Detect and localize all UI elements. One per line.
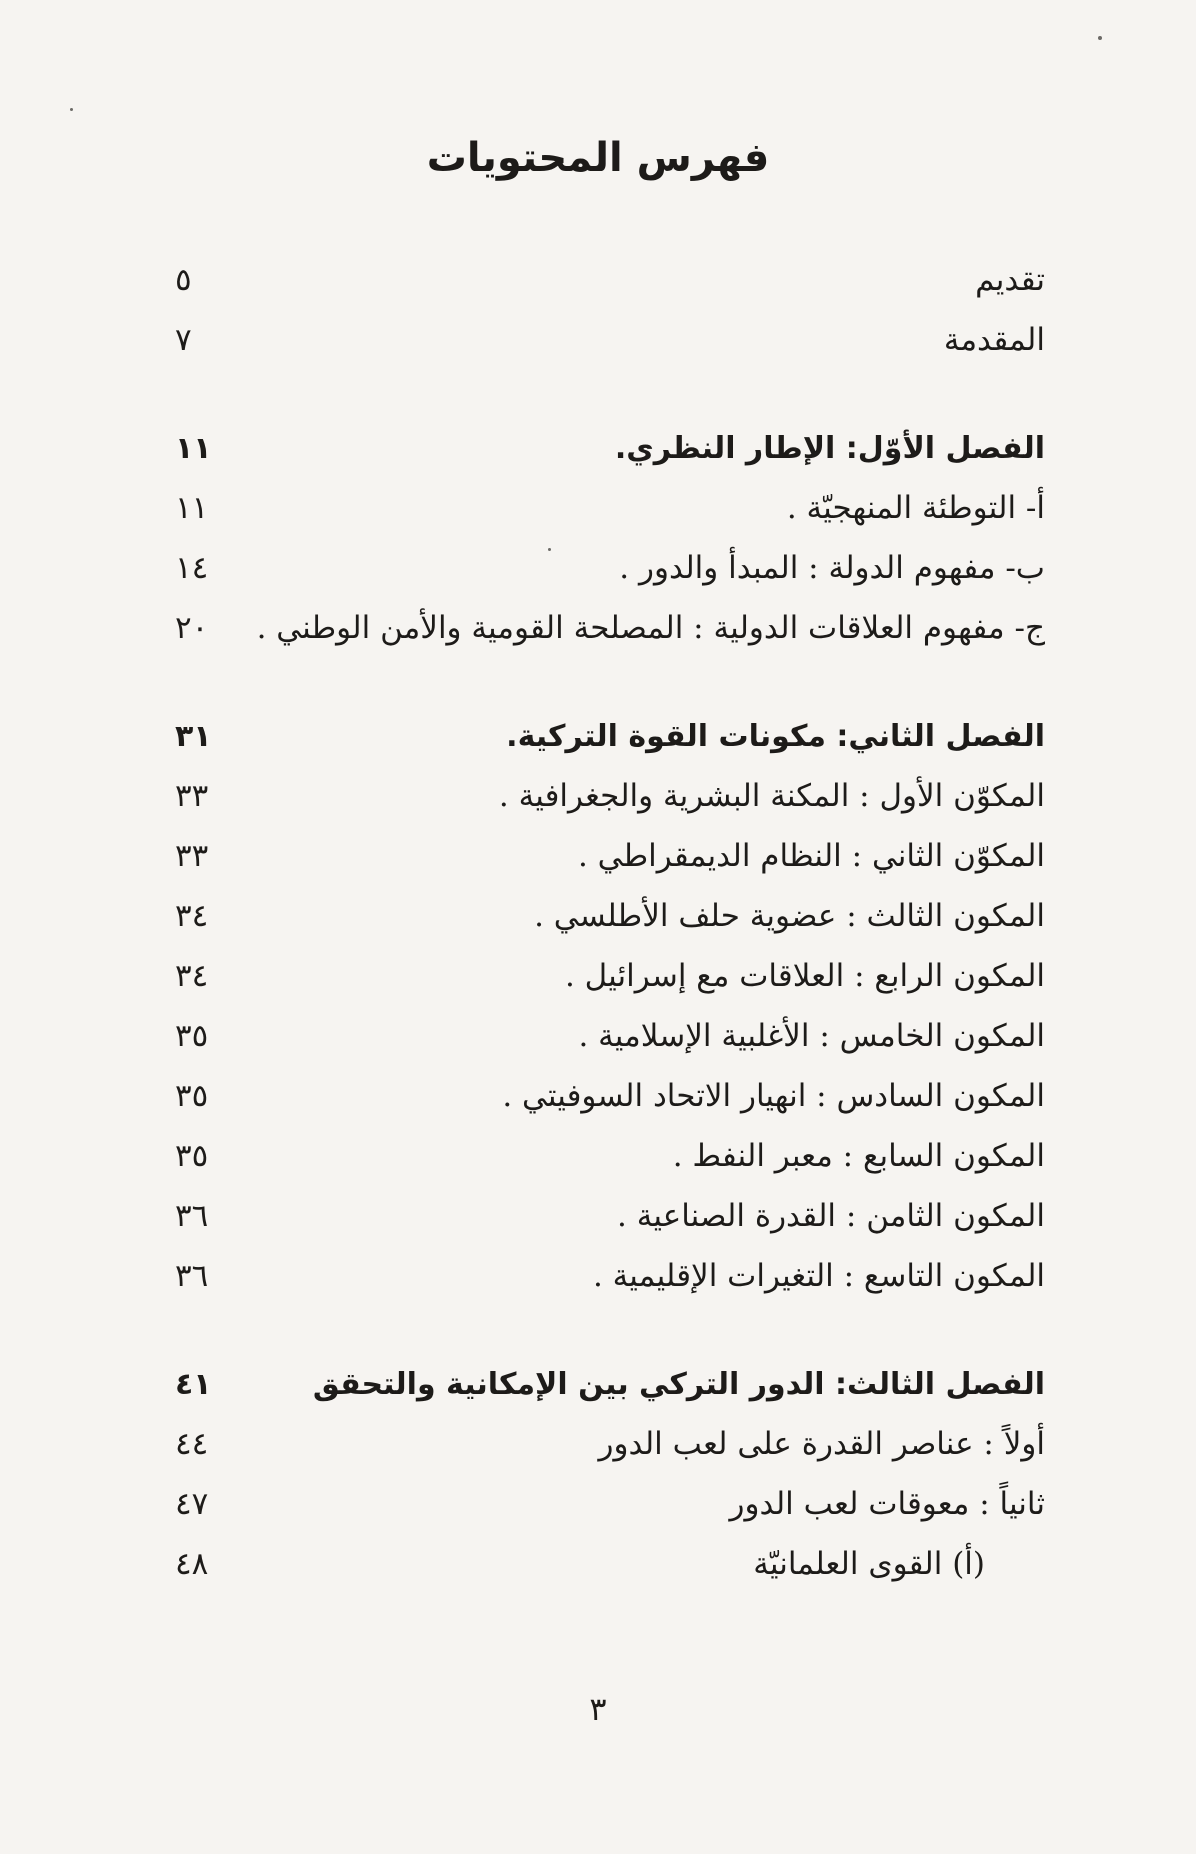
- scan-speck: [70, 108, 73, 111]
- entry-page-number: ١٤: [175, 550, 209, 586]
- chapter-title: الفصل الأوّل: الإطار النظري.: [614, 430, 1045, 466]
- toc-entry: [175, 538, 1045, 598]
- chapter-page-number: ١١: [175, 430, 212, 466]
- entry-title: المكون الخامس : الأغلبية الإسلامية .: [578, 1018, 1045, 1054]
- toc-entry: [175, 250, 1045, 310]
- toc-entry: [175, 1126, 1045, 1186]
- toc-entry: [175, 1414, 1045, 1474]
- toc-entry: [175, 1534, 1045, 1594]
- entry-page-number: ٣٥: [175, 1078, 209, 1114]
- toc-entry: [175, 478, 1045, 538]
- entry-title: ثانياً : معوقات لعب الدور: [729, 1486, 1045, 1522]
- toc-entry: [175, 1246, 1045, 1306]
- toc-entry: [175, 826, 1045, 886]
- entry-title: المكوّن الأول : المكنة البشرية والجغرافية .: [498, 778, 1045, 814]
- toc-chapter-heading: [175, 1354, 1045, 1414]
- entry-title: المكوّن الثاني : النظام الديمقراطي .: [577, 838, 1045, 874]
- section-gap: [175, 658, 1045, 706]
- toc-chapter-heading: [175, 418, 1045, 478]
- section-gap: [175, 1306, 1045, 1354]
- entry-page-number: ٤٤: [175, 1426, 209, 1462]
- toc-chapter-heading: [175, 706, 1045, 766]
- entry-page-number: ٣٥: [175, 1138, 209, 1174]
- toc-entry: [175, 1186, 1045, 1246]
- entry-page-number: ٤٧: [175, 1486, 209, 1522]
- scan-speck: [1098, 36, 1102, 40]
- entry-page-number: ٣٣: [175, 778, 209, 814]
- entry-title: المقدمة: [943, 322, 1045, 358]
- section-gap: [175, 370, 1045, 418]
- entry-page-number: ٣٣: [175, 838, 209, 874]
- entry-title: أولاً : عناصر القدرة على لعب الدور: [598, 1426, 1045, 1462]
- entry-title: (أ) القوى العلمانيّة: [753, 1546, 985, 1582]
- toc-entry: [175, 598, 1045, 658]
- entry-title: ب- مفهوم الدولة : المبدأ والدور .: [619, 550, 1045, 586]
- entry-title: المكون السابع : معبر النفط .: [672, 1138, 1045, 1174]
- chapter-title: الفصل الثاني: مكونات القوة التركية.: [506, 718, 1045, 754]
- entry-title: أ- التوطئة المنهجيّة .: [786, 490, 1045, 526]
- entry-page-number: ٣٤: [175, 898, 209, 934]
- entry-page-number: ٣٦: [175, 1198, 209, 1234]
- entry-page-number: ٣٦: [175, 1258, 209, 1294]
- toc-entry: [175, 946, 1045, 1006]
- entry-page-number: ٣٤: [175, 958, 209, 994]
- entry-page-number: ٧: [175, 322, 192, 358]
- entry-title: المكون الرابع : العلاقات مع إسرائيل .: [564, 958, 1045, 994]
- toc-entry: [175, 1006, 1045, 1066]
- entry-title: المكون السادس : انهيار الاتحاد السوفيتي .: [502, 1078, 1045, 1114]
- toc-entry: [175, 1474, 1045, 1534]
- toc-entry: [175, 1066, 1045, 1126]
- toc-entry: [175, 310, 1045, 370]
- entry-page-number: ٢٠: [175, 610, 209, 646]
- entry-page-number: ٣٥: [175, 1018, 209, 1054]
- entry-title: تقديم: [975, 262, 1045, 298]
- entry-page-number: ٤٨: [175, 1546, 209, 1582]
- chapter-page-number: ٤١: [175, 1366, 212, 1402]
- entry-title: المكون التاسع : التغيرات الإقليمية .: [592, 1258, 1045, 1294]
- toc-entry: [175, 766, 1045, 826]
- toc-entry: [175, 886, 1045, 946]
- scan-speck: [548, 548, 551, 551]
- entry-page-number: ٥: [175, 262, 192, 298]
- entry-title: المكون الثالث : عضوية حلف الأطلسي .: [534, 898, 1045, 934]
- page-number: ٣: [589, 1690, 607, 1728]
- table-of-contents: [175, 250, 1045, 1594]
- chapter-page-number: ٣١: [175, 718, 212, 754]
- page-title: فهرس المحتويات: [426, 135, 770, 181]
- entry-title: المكون الثامن : القدرة الصناعية .: [617, 1198, 1045, 1234]
- entry-title: ج- مفهوم العلاقات الدولية : المصلحة القومية والأمن الوطني .: [256, 610, 1045, 646]
- chapter-title: الفصل الثالث: الدور التركي بين الإمكانية والتحقق: [312, 1366, 1045, 1402]
- entry-page-number: ١١: [175, 490, 209, 526]
